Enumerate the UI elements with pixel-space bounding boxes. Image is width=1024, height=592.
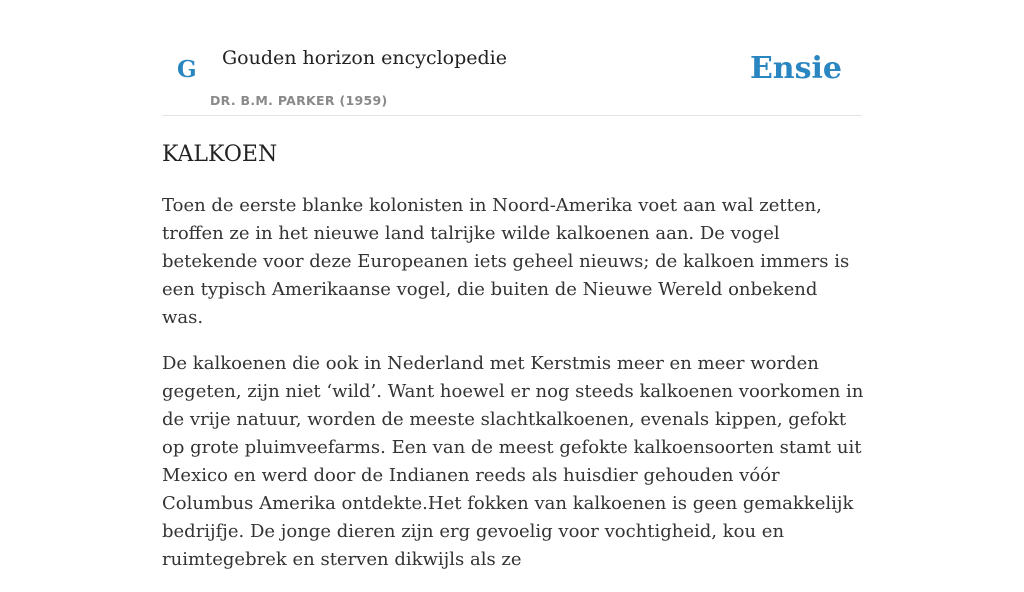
content-column: [162, 0, 864, 570]
ensie-brand-link[interactable]: Ensie: [749, 51, 842, 86]
book-author[interactable]: DR. B.M. PARKER (1959): [210, 93, 388, 108]
entry-title: KALKOEN: [162, 142, 278, 167]
entry-paragraph: De kalkoenen die ook in Nederland met Kerstmis meer en meer worden gegeten, zijn niet ‘wild’. Want hoewel er nog steeds kalkoenen voorkomen in de vrije natuur, worden de meeste slachtkalkoenen, evenals kippen, gefokt op grote pluimveefarms. Een van de meest gefokte kalkoensoorten stamt uit Mexico en werd door de Indianen reeds als huisdier gehouden vóór Columbus Amerika ontdekte.Het fokken van kalkoenen is geen gemakkelijk bedrijfje. De jonge dieren zijn erg gevoelig voor vochtigheid, kou en ruimtegebrek en sterven dikwijls als ze: [162, 353, 864, 570]
header: [162, 0, 862, 116]
book-title[interactable]: Gouden horizon encyclopedie: [222, 47, 507, 69]
entry-body: [162, 192, 864, 592]
entry-paragraph: Toen de eerste blanke kolonisten in Noord-Amerika voet aan wal zetten, troffen ze in het nieuwe land talrijke wilde kalkoenen aan. De vogel betekende voor deze Europeanen iets geheel nieuws; de kalkoen immers is een typisch Amerikaanse vogel, die buiten de Nieuwe Wereld onbekend was.: [162, 195, 850, 328]
book-logo-icon[interactable]: G: [177, 56, 197, 83]
